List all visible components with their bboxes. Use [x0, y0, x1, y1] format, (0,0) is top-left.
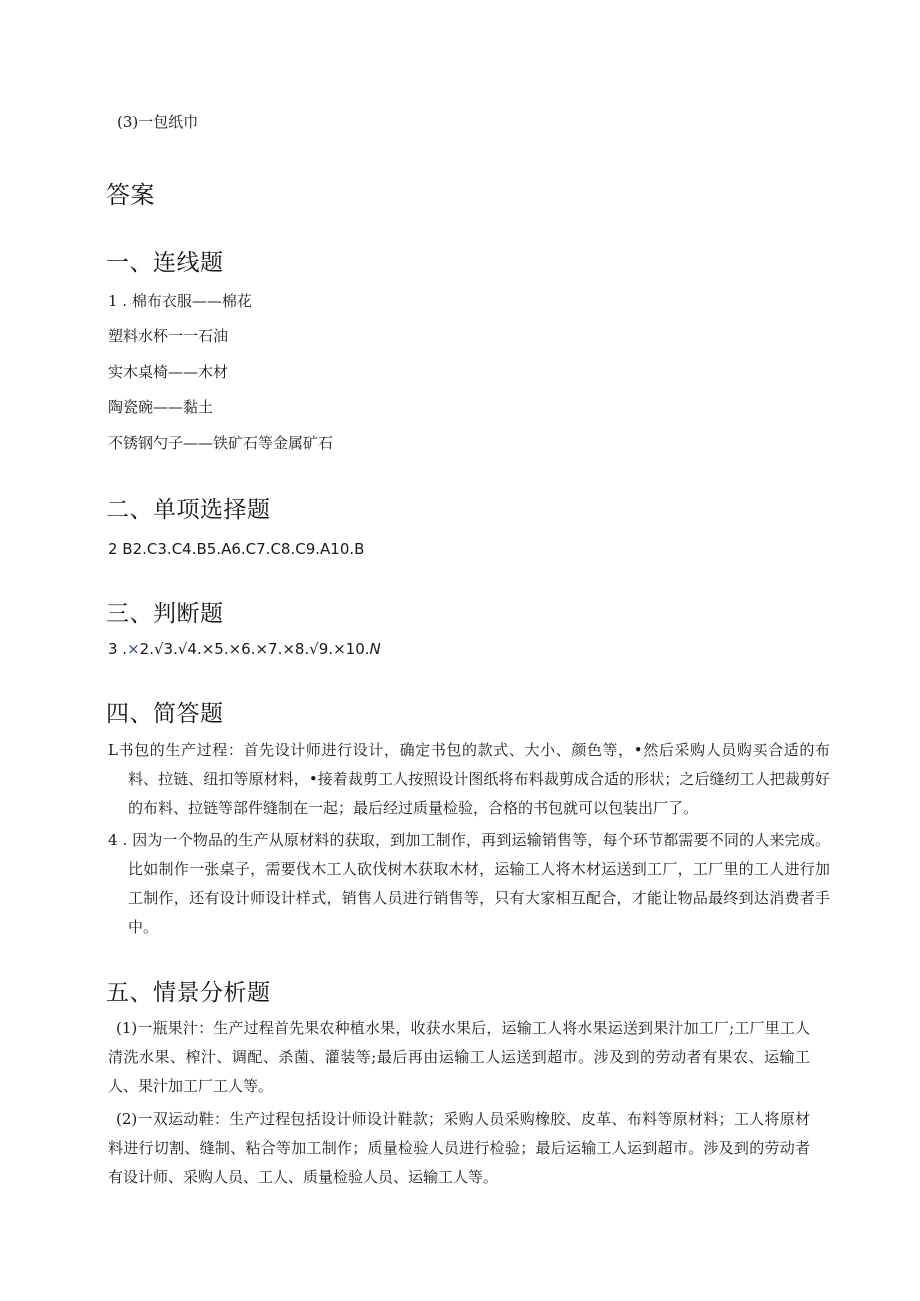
short-answer-1: L书包的生产过程：首先设计师进行设计，确定书包的款式、大小、颜色等，•然后采购人员购买合适的布料、拉链、纽扣等原材料，•接着裁剪工人按照设计图纸将布料裁剪成合适的形状；之后缝纫工人把裁剪好的布料、拉链等部件缝制在一起；最后经过质量检验，合格的书包就可以包装出厂了。: [108, 741, 830, 817]
matching-answer-4: 陶瓷碗——黏土: [108, 398, 214, 416]
single-choice-answers: 2 B2.C3.C4.B5.A6.C7.C8.C9.A10.B: [108, 540, 365, 558]
section-heading-matching: 一、连线题: [106, 250, 224, 276]
section-heading-single-choice: 二、单项选择题: [106, 497, 271, 523]
true-false-tail: N: [369, 640, 381, 658]
question-item-3: (3)一包纸巾: [117, 113, 199, 131]
scenario-answer-1: (1)一瓶果汁：生产过程首先果农种植水果，收获水果后，运输工人将水果运送到果汁加工厂;工厂里工人清洗水果、榨汁、调配、杀菌、灌装等;最后再由运输工人运送到超市。涉及到的劳动者有果农、运输工人、果汁加工厂工人等。: [108, 1019, 810, 1095]
true-false-first-mark: ×: [127, 640, 140, 658]
matching-answer-2: 塑料水杯一一石油: [108, 327, 229, 345]
matching-answer-5: 不锈钢勺子——铁矿石等金属矿石: [108, 434, 334, 452]
matching-answer-3: 实木桌椅——木材: [108, 363, 229, 381]
scenario-answer-2: (2)一双运动鞋：生产过程包括设计师设计鞋款；采购人员采购橡胶、皮革、布料等原材料；工人将原材料进行切割、缝制、粘合等加工制作；质量检验人员进行检验；最后运输工人运到超市。涉及到的劳动者有设计师、采购人员、工人、质量检验人员、运输工人等。: [108, 1110, 810, 1186]
true-false-prefix: 3 .: [108, 640, 128, 658]
section-heading-short-answer: 四、简答题: [106, 701, 224, 727]
section-heading-scenario: 五、情景分析题: [106, 980, 271, 1006]
true-false-rest: 2.√3.√4.×5.×6.×7.×8.√9.×10.: [139, 640, 370, 658]
answer-title: 答案: [106, 181, 155, 209]
short-answer-2: 4 . 因为一个物品的生产从原材料的获取，到加工制作，再到运输销售等，每个环节都需要不同的人来完成。比如制作一张桌子，需要伐木工人砍伐树木获取木材，运输工人将木材运送到工厂，工厂里的工人进行加工制作，还有设计师设计样式，销售人员进行销售等，只有大家相互配合，才能让物品最终到达消费者手中。: [108, 831, 830, 936]
true-false-answers: [108, 640, 381, 658]
matching-answer-1: 1 . 棉布衣服——棉花: [108, 292, 252, 310]
section-heading-true-false: 三、判断题: [106, 601, 224, 627]
